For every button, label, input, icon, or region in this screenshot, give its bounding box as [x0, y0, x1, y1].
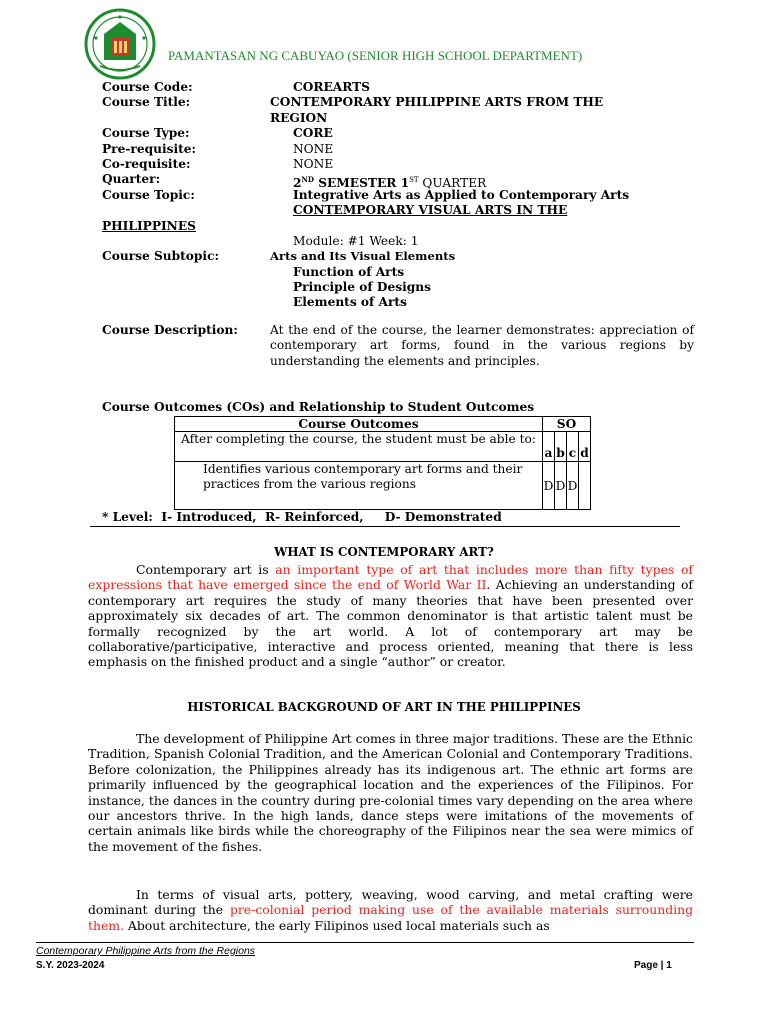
module-week: Module: #1 Week: 1 [293, 233, 419, 248]
subtopic-item: Arts and Its Visual Elements [270, 249, 456, 264]
paragraph: The development of Philippine Art comes in three major traditions. These are the Ethnic Tradition, Spanish Colonial Tradition, and the American Colonial and Contemporary Traditions. Before colonization, the Philippines already has its indigenous art. The ethnic art forms are primarily influenced by the geographical location and the experiences of the Filipinos. For instance, the dances in the country during pre-colonial times vary depending on the area where our ancestors thrive. In the high lands, dance steps were imitations of the movements of certain animals like birds while the choreography of the Filipinos near the sea were mimics of the movement of the fishes. [88, 731, 693, 854]
course-description-label: Course Description: [102, 323, 238, 337]
so-header: SO [543, 417, 591, 432]
outcomes-col-header: Course Outcomes [175, 417, 543, 432]
section-heading: HISTORICAL BACKGROUND OF ART IN THE PHILIPPINES [187, 700, 581, 714]
course-description-text: At the end of the course, the learner demonstrates: appreciation of contemporary art forms, found in the various regions by understanding the elements and principles. [270, 323, 694, 368]
outcome-text: Identifies various contemporary art forms and their practices from the various regions [175, 462, 543, 510]
corequisite-label: Co-requisite: [102, 156, 191, 171]
school-logo-icon [84, 8, 156, 80]
document-header [84, 8, 704, 88]
school-name: PAMANTASAN NG CABUYAO (SENIOR HIGH SCHOOL DEPARTMENT) [168, 48, 583, 63]
table-row [175, 462, 591, 510]
prerequisite-value: NONE [293, 141, 334, 156]
quarter-value: 2ND SEMESTER 1ST QUARTER [293, 175, 487, 191]
outcome-level: D [555, 462, 567, 510]
footer-title: Contemporary Philippine Arts from the Regions [36, 945, 256, 957]
course-title-value: CONTEMPORARY PHILIPPINE ARTS FROM THE [270, 95, 604, 110]
divider [90, 526, 680, 527]
course-code-value: COREARTS [293, 80, 370, 94]
outcome-level [579, 462, 591, 510]
course-info [102, 80, 702, 311]
outcome-level: D [543, 462, 555, 510]
so-letter: c [567, 432, 579, 462]
course-title-value-cont: REGION [270, 110, 328, 125]
outcomes-intro: After completing the course, the student must be able to: [175, 432, 543, 462]
course-outcomes-table [174, 416, 591, 510]
subtopic-item: Elements of Arts [293, 295, 407, 310]
paragraph: In terms of visual arts, pottery, weaving, wood carving, and metal crafting were dominant during the pre-colonial period making use of the available materials surrounding them. About architecture, the early Filipinos used local materials such as [88, 887, 693, 933]
subtopic-item: Principle of Designs [293, 280, 431, 295]
highlighted-text: an important type of art that includes more than fifty types of expressions that have emerged since the end of World War II [88, 562, 693, 593]
course-type-value: CORE [293, 126, 333, 141]
highlighted-text: pre-colonial period making use of the available materials surrounding them. [88, 902, 693, 933]
course-type-label: Course Type: [102, 126, 190, 141]
course-topic-label: Course Topic: [102, 187, 195, 202]
paragraph: Contemporary art is an important type of art that includes more than fifty types of expressions that have emerged since the end of World War II. Achieving an understanding of contemporary art requires the study of many theories that have been presented over approximately six decades of art. The common denominator is that artistic talent must be formally recognized by the art world. A lot of contemporary art may be collaborative/participative, interactive and process oriented, meaning that there is less emphasis on the finished product and a single “author” or creator. [88, 562, 693, 670]
prerequisite-label: Pre-requisite: [102, 141, 196, 156]
course-topic-heading-cont: PHILIPPINES [102, 218, 196, 233]
course-code-label: Course Code: [102, 80, 193, 94]
level-legend: * Level: I- Introduced, R- Reinforced, D- Demonstrated [102, 510, 502, 524]
so-letter: b [555, 432, 567, 462]
so-letter: d [579, 432, 591, 462]
course-subtopic-label: Course Subtopic: [102, 249, 219, 264]
course-outcomes-title: Course Outcomes (COs) and Relationship to Student Outcomes [102, 400, 535, 414]
page-number: Page | 1 [634, 960, 672, 971]
course-topic-value: Integrative Arts as Applied to Contemporary Arts [293, 187, 630, 202]
subtopic-item: Function of Arts [293, 264, 405, 279]
quarter-label: Quarter: [102, 172, 161, 187]
section-heading: WHAT IS CONTEMPORARY ART? [274, 545, 494, 559]
corequisite-value: NONE [293, 156, 334, 171]
footer-school-year: S.Y. 2023-2024 [36, 960, 105, 971]
so-letter: a [543, 432, 555, 462]
outcome-level: D [567, 462, 579, 510]
footer-divider [36, 942, 694, 943]
course-title-label: Course Title: [102, 95, 191, 110]
course-topic-heading: CONTEMPORARY VISUAL ARTS IN THE [293, 203, 568, 218]
